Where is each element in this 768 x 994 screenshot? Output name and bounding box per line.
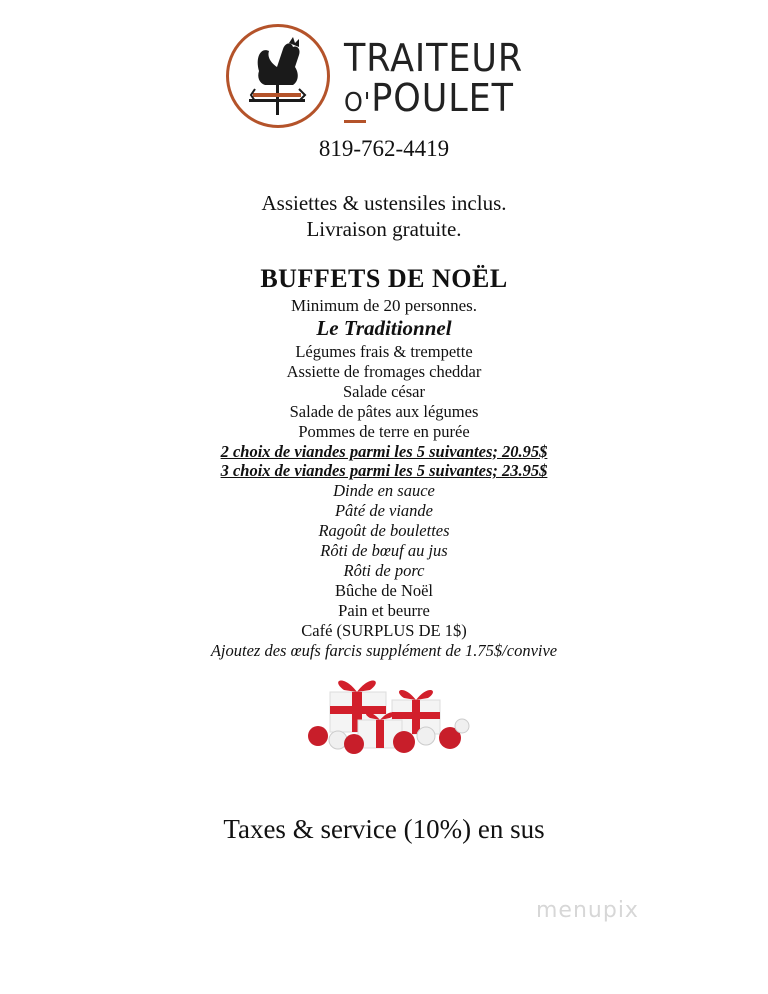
page-title: BUFFETS DE NOËL bbox=[260, 264, 508, 293]
rooster-icon bbox=[229, 27, 327, 125]
minimum-note: Minimum de 20 personnes. bbox=[290, 296, 478, 315]
menu-subtitle: Le Traditionnel bbox=[316, 316, 452, 340]
info-line: Assiettes & ustensiles inclus. bbox=[261, 191, 507, 215]
meat-item: Rôti de bœuf au jus bbox=[320, 541, 448, 561]
menu-item: Légumes frais & trempette bbox=[295, 342, 473, 361]
addon-note: Ajoutez des œufs farcis supplément de 1.75$/convive bbox=[210, 640, 558, 660]
logo-accent-bar bbox=[344, 120, 366, 123]
menu-item: Salade césar bbox=[343, 381, 425, 401]
logo-name-line2 bbox=[344, 78, 514, 123]
menu-item: Salade de pâtes aux légumes bbox=[289, 401, 479, 421]
info-block bbox=[0, 190, 768, 242]
price-option: 2 choix de viandes parmi les 5 suivantes; 20.95$ bbox=[220, 441, 548, 461]
extra-item: Bûche de Noël bbox=[334, 580, 434, 600]
info-line: Livraison gratuite. bbox=[306, 217, 462, 241]
menu-item: Assiette de fromages cheddar bbox=[286, 361, 482, 381]
menu-list bbox=[0, 342, 768, 661]
meat-item: Rôti de porc bbox=[343, 560, 425, 580]
taxes-note: Taxes & service (10%) en sus bbox=[223, 814, 545, 844]
price-option: 3 choix de viandes parmi les 5 suivantes; 23.95$ bbox=[220, 461, 548, 481]
phone-number: 819-762-4419 bbox=[318, 136, 450, 161]
logo-name-main: POULET bbox=[371, 76, 514, 120]
logo-name-line1: TRAITEUR bbox=[344, 36, 524, 80]
meat-item: Ragoût de boulettes bbox=[318, 521, 450, 541]
meat-item: Pâté de viande bbox=[334, 501, 434, 521]
logo-circle bbox=[226, 24, 330, 128]
logo-name-prefix: O' bbox=[344, 88, 372, 118]
extra-item: Pain et beurre bbox=[338, 600, 430, 620]
logo bbox=[226, 24, 546, 134]
christmas-gifts-image bbox=[300, 670, 472, 762]
menu-item: Pommes de terre en purée bbox=[298, 421, 470, 441]
watermark: menupix bbox=[536, 898, 639, 923]
extra-item: Café (SURPLUS DE 1$) bbox=[301, 620, 467, 640]
meat-item: Dinde en sauce bbox=[333, 481, 435, 501]
